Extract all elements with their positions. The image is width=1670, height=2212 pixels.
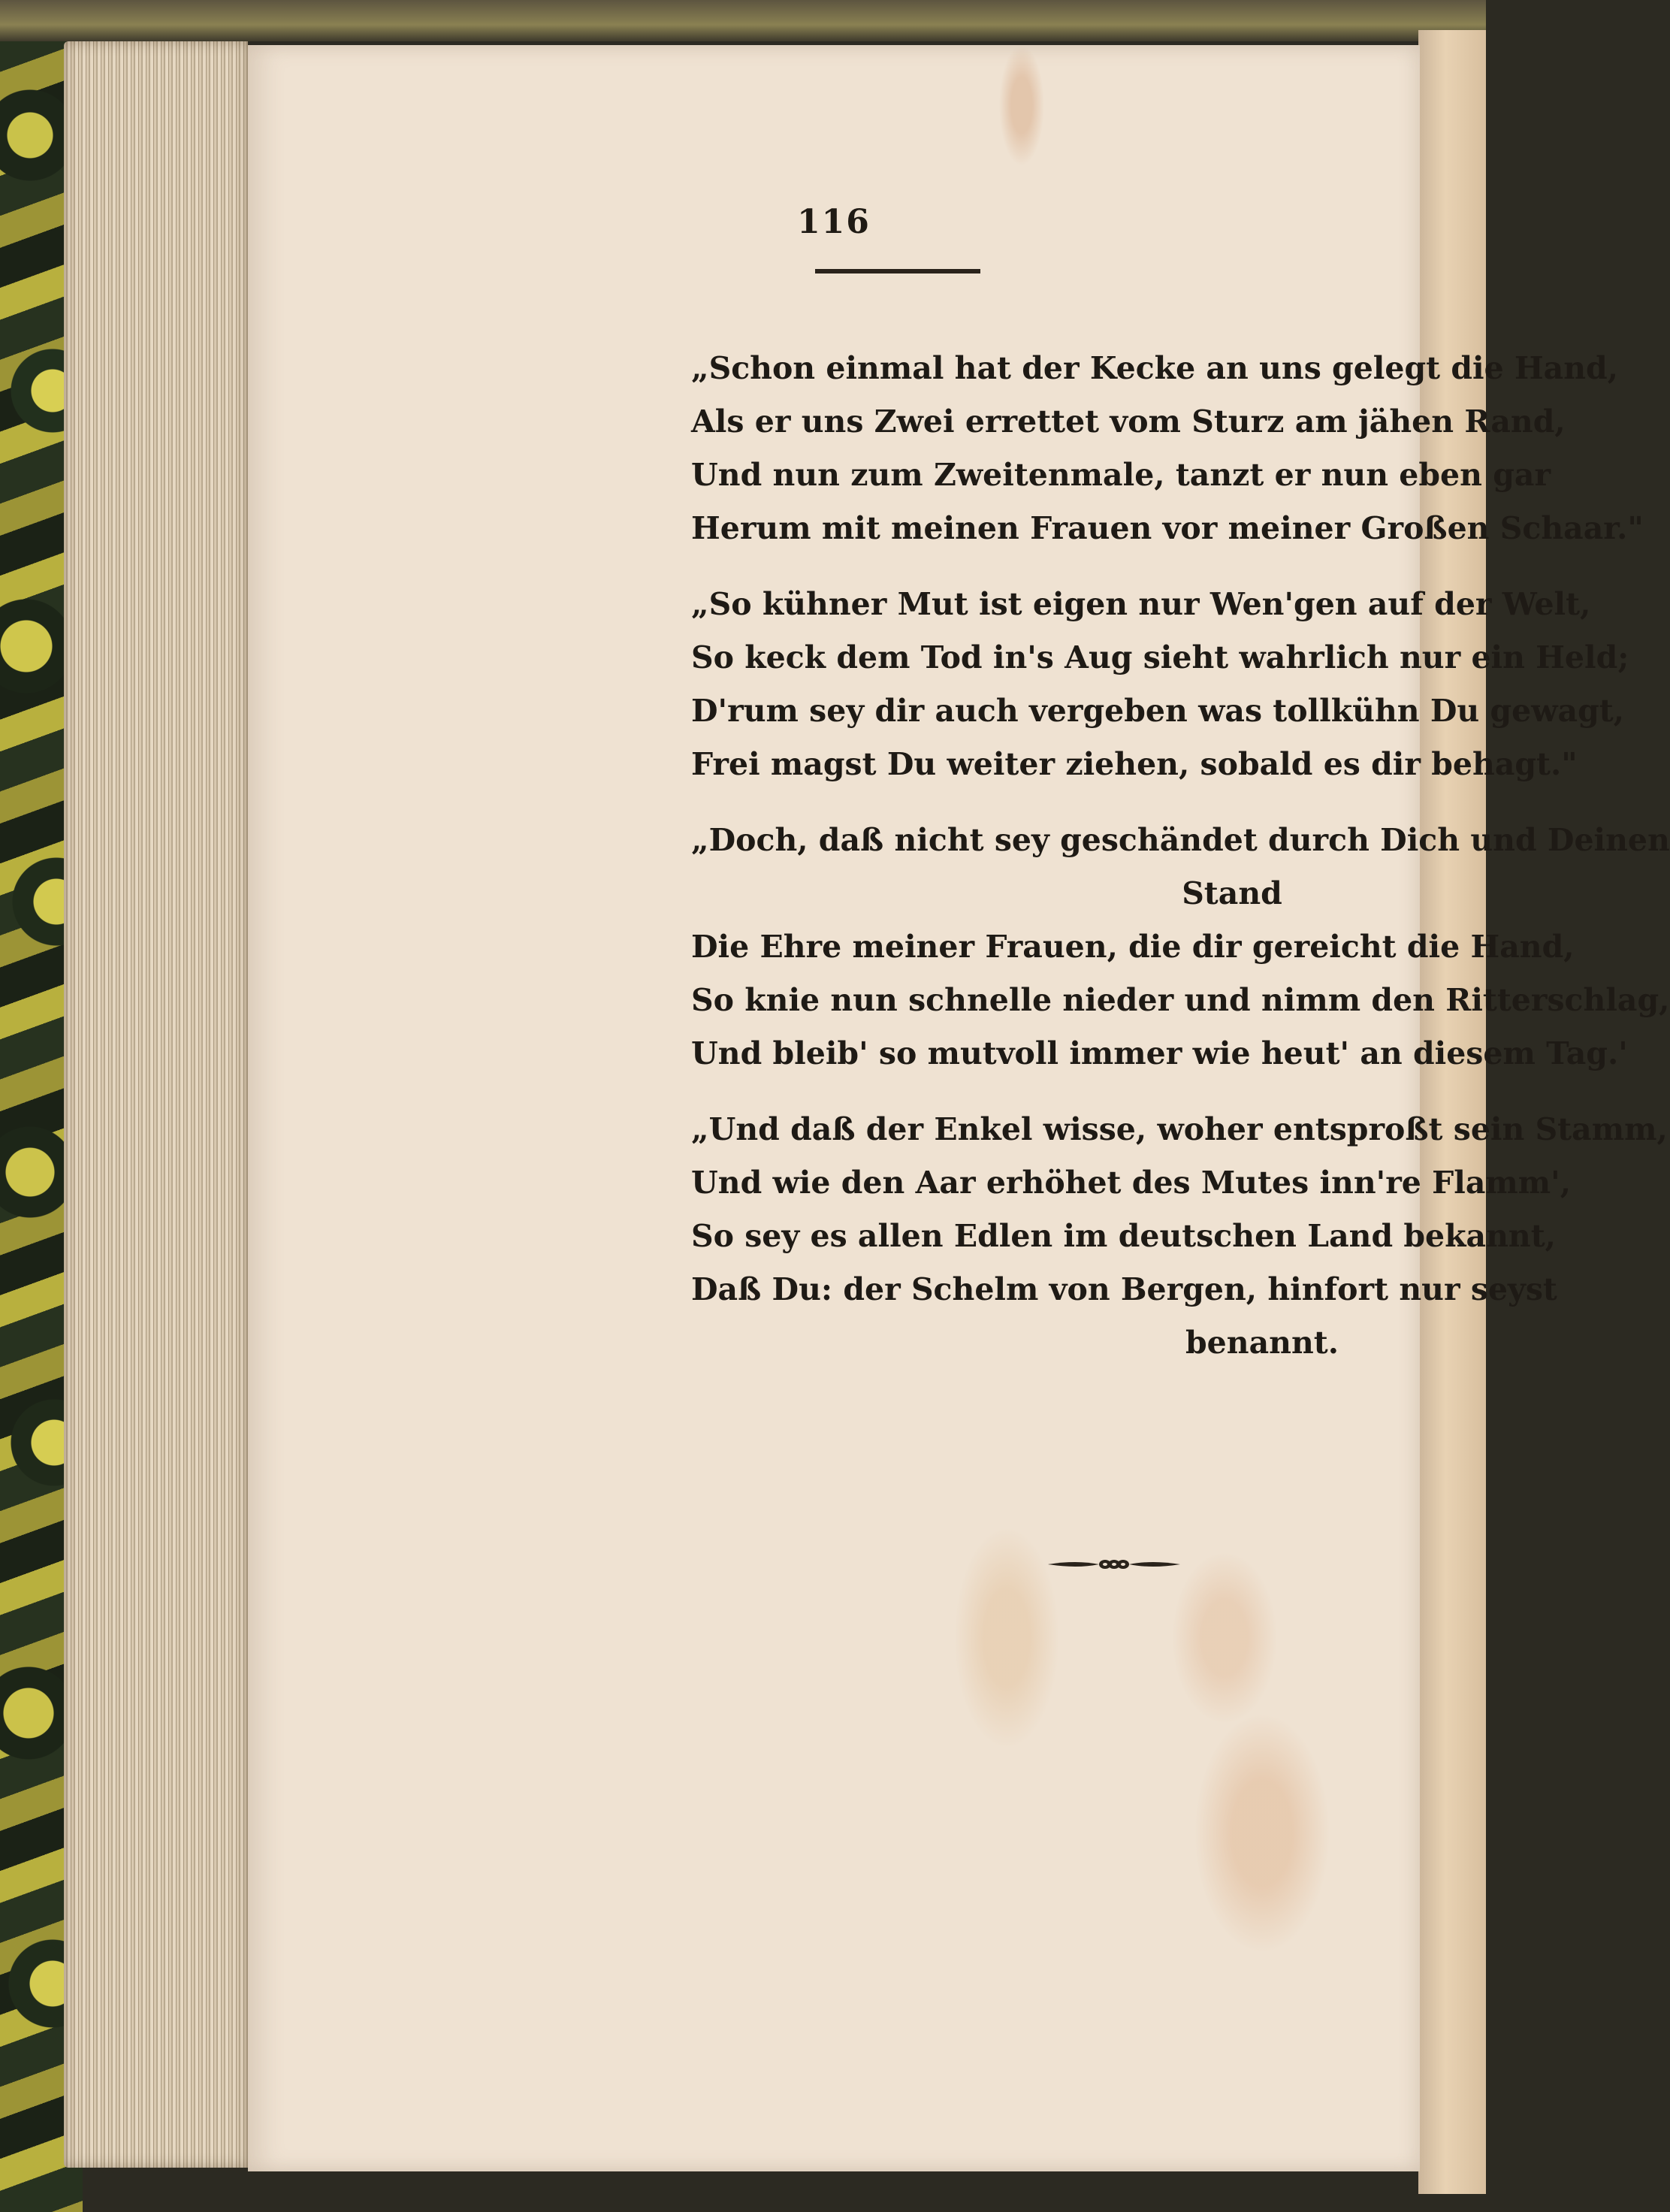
verse-line: Und bleib' so mutvoll immer wie heut' an diesem Tag.': [691, 1035, 1628, 1071]
verse-line: Herum mit meinen Frauen vor meiner Großen Schaar.": [691, 510, 1644, 546]
page-stack-edges: [64, 41, 248, 2168]
verse-line: Die Ehre meiner Frauen, die dir gereicht die Hand,: [691, 929, 1575, 965]
stanza: [691, 342, 1644, 555]
tailpiece-ornament-icon: [1046, 1557, 1182, 1572]
verse-line: „Schon einmal hat der Kecke an uns gelegt die Hand,: [691, 350, 1619, 386]
book-page: [248, 45, 1670, 2171]
verse-line: So sey es allen Edlen im deutschen Land bekannt,: [691, 1218, 1556, 1254]
verse-line: Als er uns Zwei errettet vom Sturz am jähen Rand,: [691, 403, 1566, 440]
verse-line: So knie nun schnelle nieder und nimm den Ritterschlag,: [691, 982, 1670, 1018]
verse-line: Und wie den Aar erhöhet des Mutes inn're Flamm',: [691, 1165, 1572, 1201]
stanza: [691, 1103, 1668, 1370]
verse-line: Und nun zum Zweitenmale, tanzt er nun eben gar: [691, 457, 1551, 493]
stanza: [691, 578, 1629, 791]
verse-line: „Und daß der Enkel wisse, woher entsproßt sein Stamm,: [691, 1111, 1668, 1147]
verse-line: So keck dem Tod in's Aug sieht wahrlich nur ein Held;: [691, 639, 1629, 675]
verse-line: Frei magst Du weiter ziehen, sobald es dir behagt.": [691, 746, 1578, 782]
page-number: 116: [797, 203, 871, 241]
stanza: [691, 814, 1670, 1080]
verse-line: „So kühner Mut ist eigen nur Wen'gen auf der Welt,: [691, 586, 1591, 622]
verse-line: D'rum sey dir auch vergeben was tollkühn Du gewagt,: [691, 693, 1624, 729]
verse-line: „Doch, daß nicht sey geschändet durch Dich und Deinen: [691, 822, 1670, 858]
verse-line-continuation: benannt.: [1185, 1325, 1339, 1361]
poem-text: [691, 342, 1670, 1392]
book-top-edge: [0, 0, 1486, 41]
header-rule: [815, 269, 980, 273]
verse-line-continuation: Stand: [1182, 875, 1282, 911]
verse-line: Daß Du: der Schelm von Bergen, hinfort nur seyst: [691, 1271, 1557, 1307]
